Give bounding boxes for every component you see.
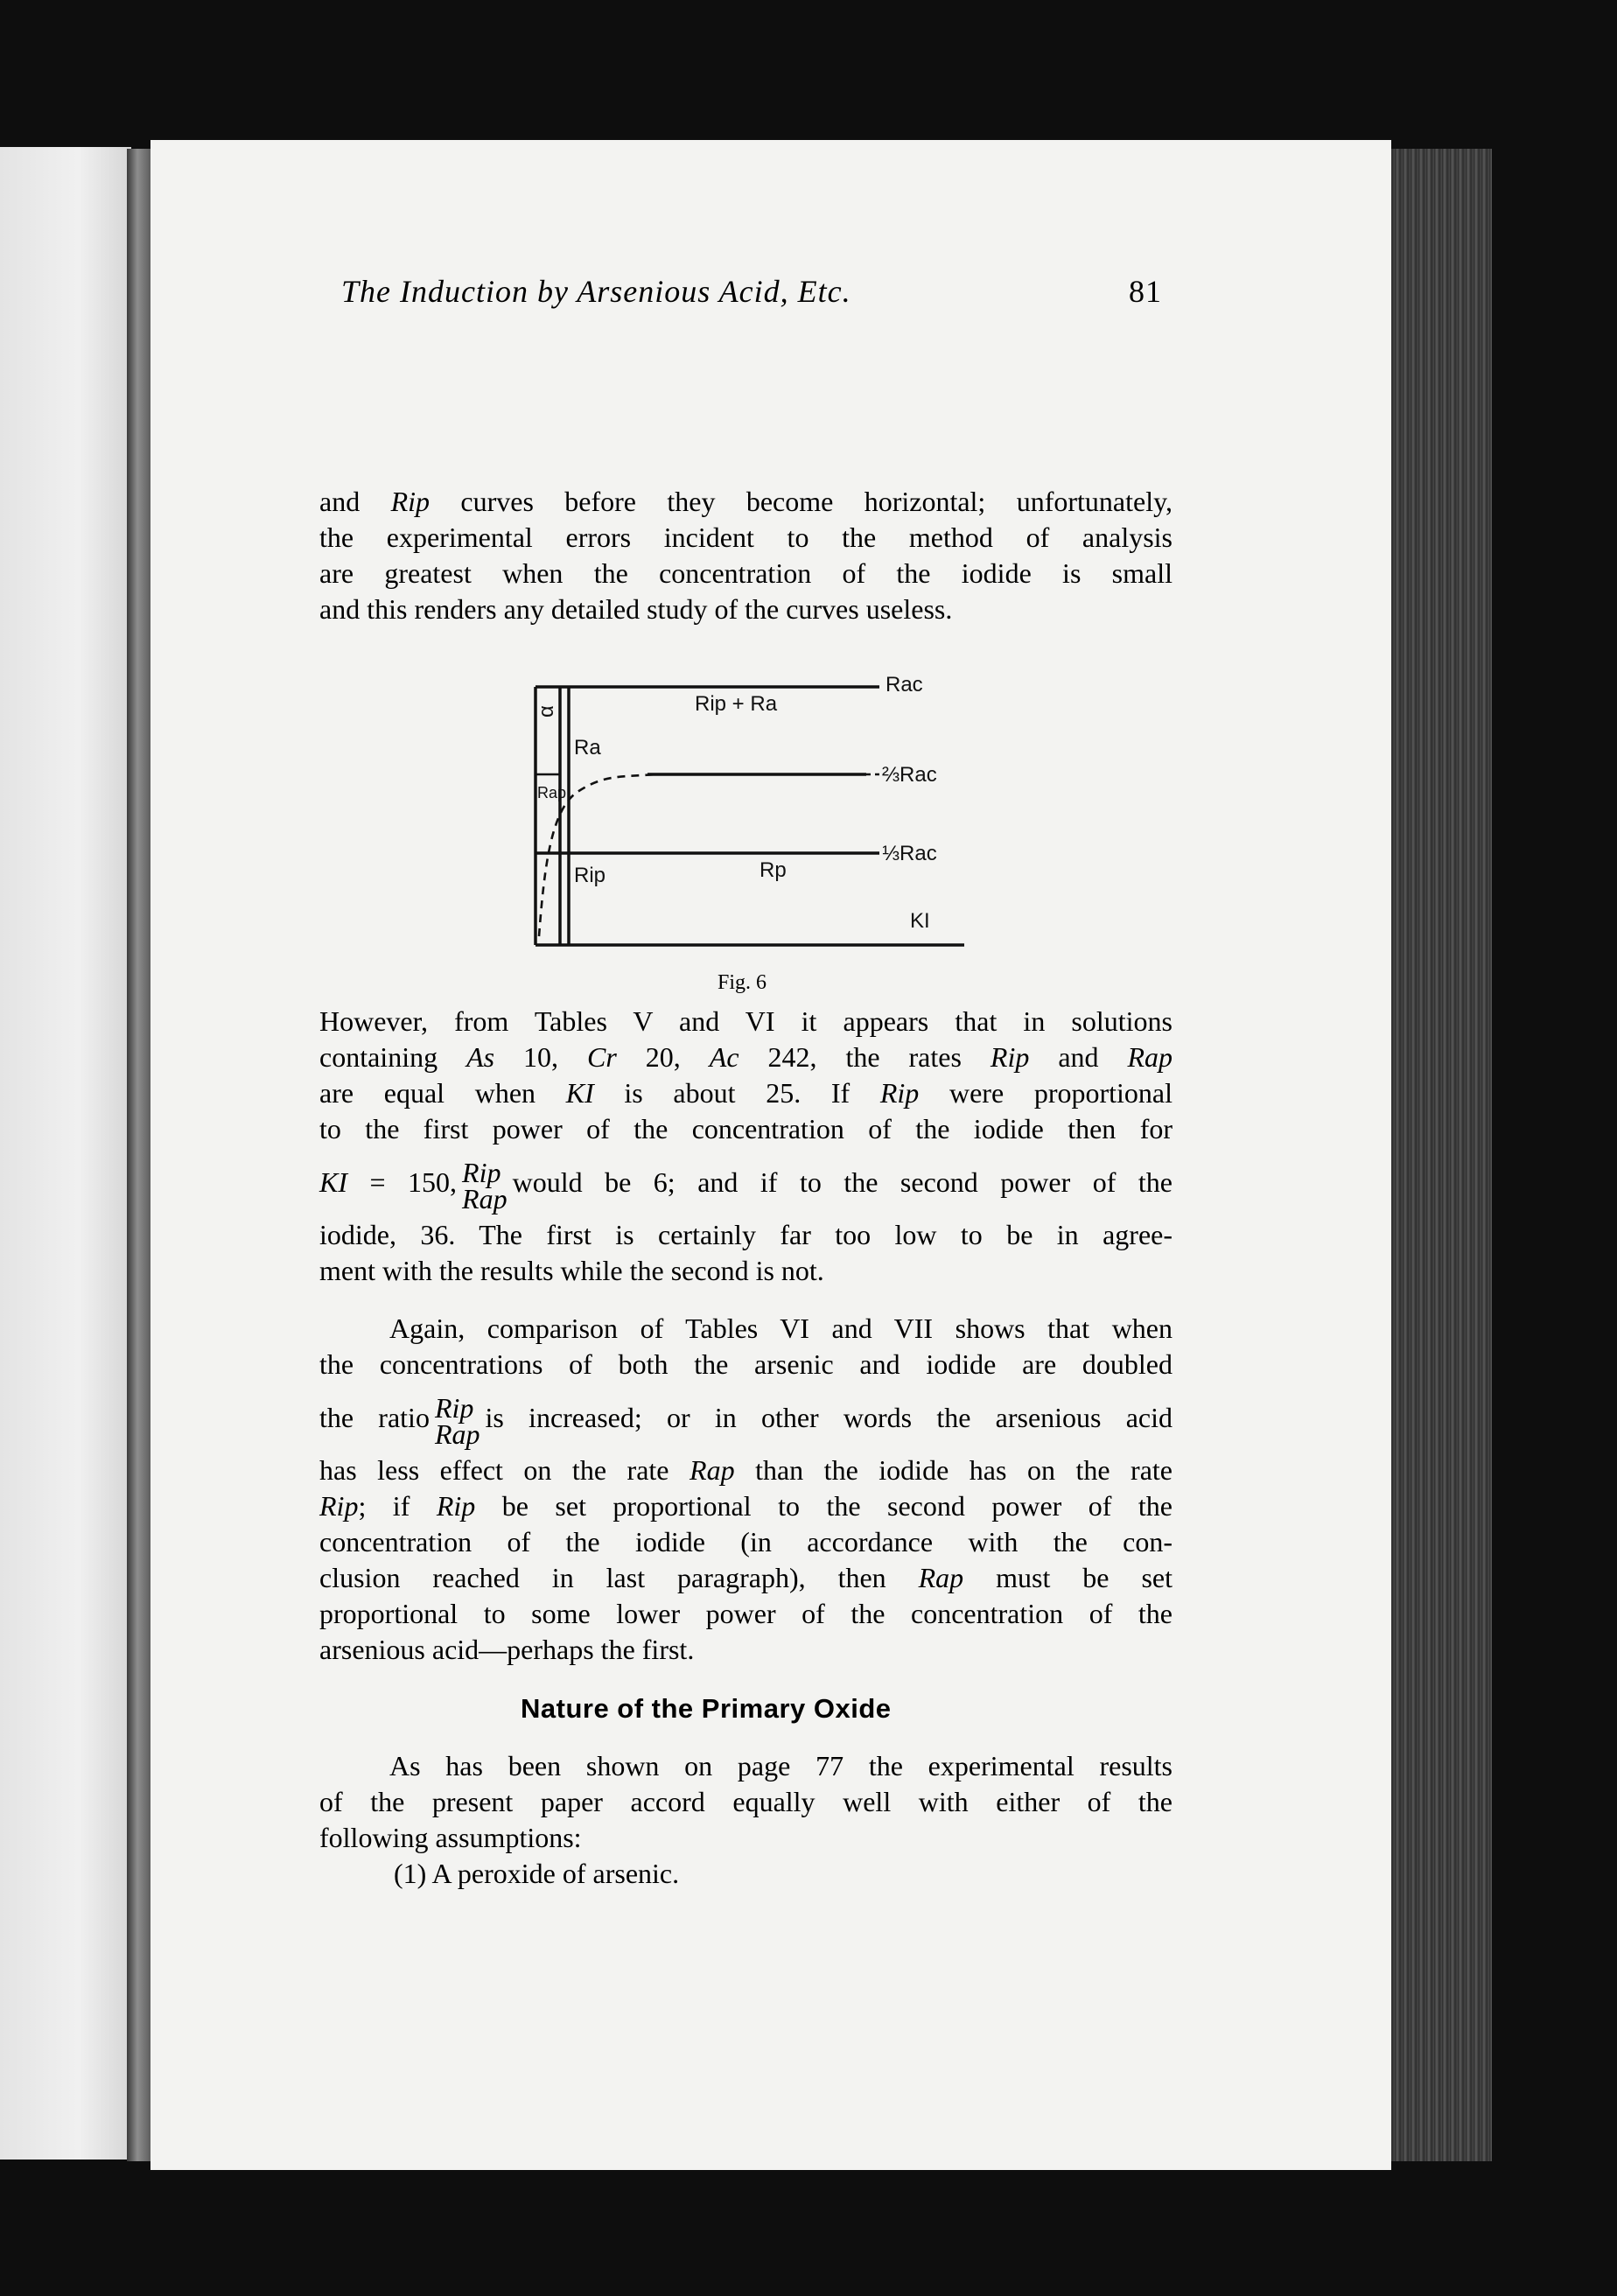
label-rac: Rac: [886, 673, 923, 696]
label-rp: Rp: [760, 858, 787, 882]
paragraph-4: [319, 1748, 1172, 1892]
label-rip: Rip: [574, 864, 606, 887]
text-line: Rip; if Rip be set proportional to the second power of the: [319, 1490, 1173, 1522]
paragraph-2: [319, 1004, 1172, 1289]
paragraph-1: [319, 484, 1172, 627]
label-rip-ra: Rip + Ra: [695, 692, 778, 716]
label-ra: Ra: [574, 736, 601, 760]
text-line: following assumptions:: [319, 1822, 582, 1853]
paragraph-3: [319, 1311, 1172, 1668]
symbol-rip: Rip: [390, 486, 430, 517]
text-line: and Rip curves before they become horizontal; unfortunately,: [319, 486, 1173, 517]
fraction-rip-rap: Rip Rap: [462, 1156, 508, 1214]
text-line: ment with the results while the second is not.: [319, 1255, 824, 1286]
text-line: concentration of the iodide (in accordance with the con-: [319, 1526, 1172, 1558]
running-head-title: The Induction by Arsenious Acid, Etc.: [341, 274, 851, 309]
text-line-fraction: the ratio Rip Rap is increased; or in other words the arsenious acid: [319, 1391, 1173, 1450]
text-line: are equal when KI is about 25. If Rip were proportional: [319, 1077, 1173, 1109]
text-line: and this renders any detailed study of the curves useless.: [319, 593, 953, 625]
text-line: the concentrations of both the arsenic and iodide are doubled: [319, 1348, 1172, 1380]
label-rap: Rap: [537, 784, 567, 802]
facing-page: [0, 147, 131, 2160]
label-ki: KI: [910, 909, 930, 933]
running-head: [341, 273, 1216, 310]
text-line: are greatest when the concentration of the iodide is small: [319, 557, 1172, 589]
text-line: As has been shown on page 77 the experimental results: [389, 1750, 1172, 1782]
figure-6-diagram: [516, 656, 989, 967]
text-line: However, from Tables V and VI it appears that in solutions: [319, 1005, 1172, 1037]
text-line: of the present paper accord equally well with either of the: [319, 1786, 1172, 1817]
text-line: arsenious acid—perhaps the first.: [319, 1634, 695, 1665]
list-item: (1) A peroxide of arsenic.: [394, 1858, 680, 1889]
text-line: Again, comparison of Tables VI and VII shows that when: [389, 1312, 1172, 1344]
text-line: clusion reached in last paragraph), then Rap must be set: [319, 1562, 1173, 1593]
text-line-fraction: KI = 150, Rip Rap would be 6; and if to the second power of the: [319, 1156, 1172, 1214]
text-line: containing As 10, Cr 20, Ac 242, the rates Rip and Rap: [319, 1041, 1173, 1073]
fraction-rip-rap: Rip Rap: [434, 1391, 480, 1450]
figure-caption: Fig. 6: [718, 971, 767, 994]
text-line: iodide, 36. The first is certainly far too low to be in agree-: [319, 1219, 1172, 1250]
text-line: proportional to some lower power of the concentration of the: [319, 1598, 1172, 1629]
label-alpha: α: [535, 705, 558, 718]
page-number: 81: [1129, 274, 1162, 309]
text-line: the experimental errors incident to the method of analysis: [319, 522, 1172, 553]
label-two-thirds-rac: ⅔Rac: [882, 763, 937, 787]
section-heading: Nature of the Primary Oxide: [521, 1693, 892, 1724]
text-line: to the first power of the concentration of the iodide then for: [319, 1113, 1172, 1144]
text-line: has less effect on the rate Rap than the iodide has on the rate: [319, 1454, 1173, 1486]
book-gutter: [127, 149, 153, 2161]
label-one-third-rac: ⅓Rac: [882, 842, 937, 865]
page-edges: [1387, 149, 1492, 2161]
